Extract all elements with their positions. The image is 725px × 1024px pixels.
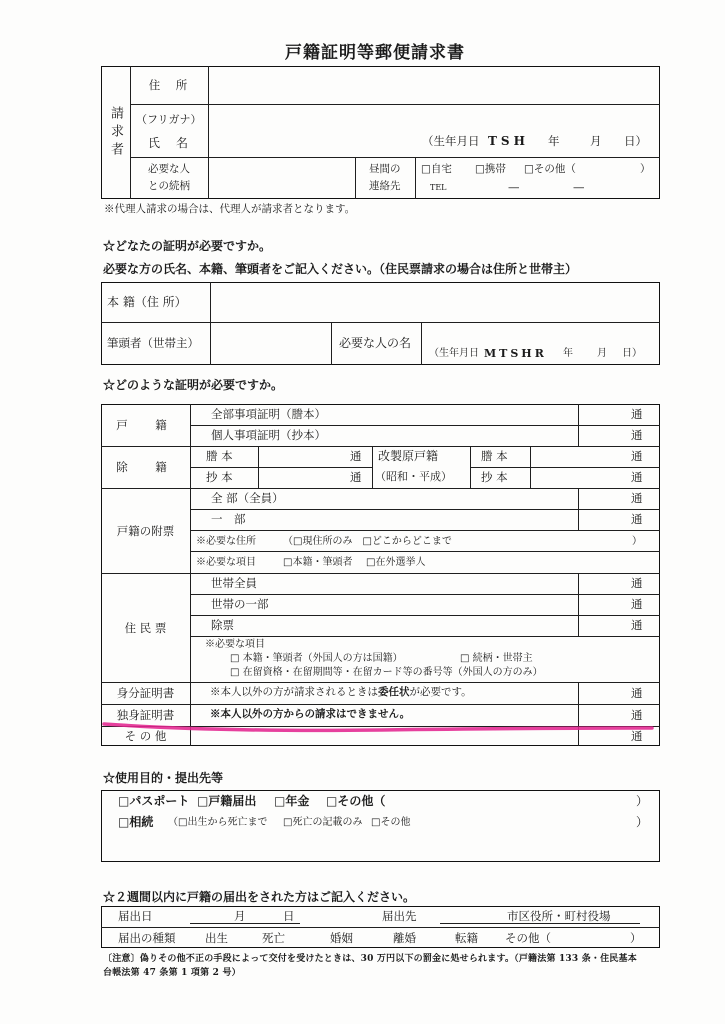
filing-type-transfer[interactable]: 転籍 xyxy=(455,931,478,945)
filing-day-label: 日 xyxy=(283,909,295,923)
unit-label: 通 xyxy=(631,618,643,632)
juminhyo-removed: 除票 xyxy=(211,618,234,632)
daytime-contact-label-line2: 連絡先 xyxy=(369,180,401,192)
joseki-tohon-item: 謄 本 xyxy=(206,449,233,463)
fuhyo-partial-item: 一 部 xyxy=(211,512,246,526)
fuhyo-address-note: ※必要な住所 xyxy=(196,536,256,547)
purpose-inheritance-checkbox[interactable]: □相続 xyxy=(118,815,154,829)
juminhyo-relation-checkbox[interactable]: □ 続柄・世帯主 xyxy=(460,653,533,664)
household-head-label: 筆頭者（世帯主） xyxy=(107,336,199,350)
grid-line xyxy=(372,446,373,488)
which-heading: ☆どのような証明が必要ですか。 xyxy=(103,378,284,392)
requester-dob-field[interactable] xyxy=(418,134,658,152)
juminhyo-household-all: 世帯全員 xyxy=(211,576,257,590)
name-field[interactable] xyxy=(209,105,414,156)
mibun-note-post: が必要です。 xyxy=(409,686,472,698)
tel-separator: — xyxy=(573,180,585,194)
caution-line1: 〔注意〕偽りその他不正の手段によって交付を受けたときは、30 万円以下の罰金に処せられます。（戸籍法第 133 条・住民基本 xyxy=(103,954,637,964)
fuhyo-all-item: 全 部（全員） xyxy=(211,491,284,505)
count-field[interactable] xyxy=(579,489,629,509)
filing-date-label: 届出日 xyxy=(118,909,153,923)
caution-line2: 台帳法第 47 条第 1 項第 2 号） xyxy=(103,968,241,978)
kaisei-era-options[interactable]: （昭和・平成） xyxy=(375,470,452,483)
dob-month-label: 月 xyxy=(597,348,607,359)
person-name-label: 必要な人の名 xyxy=(339,336,412,350)
contact-mobile-checkbox[interactable]: □携帯 xyxy=(475,163,506,175)
joseki-label: 除 籍 xyxy=(116,460,175,474)
dokushin-label: 独身証明書 xyxy=(116,708,175,722)
mibun-note-bold: 委任状 xyxy=(378,686,410,698)
fuhyo-items-note: ※必要な項目 xyxy=(196,557,256,568)
tel-separator: — xyxy=(508,180,520,194)
purpose-pension-checkbox[interactable]: □年金 xyxy=(274,794,310,808)
contact-other-close: ） xyxy=(640,163,651,175)
kaisei-shohon-item: 抄 本 xyxy=(481,470,508,484)
filing-month-label: 月 xyxy=(234,909,246,923)
filing-type-divorce[interactable]: 離婚 xyxy=(393,931,416,945)
koseki-full-item: 全部事項証明（謄本） xyxy=(211,407,326,421)
mibun-note xyxy=(210,686,472,699)
furigana-label: （フリガナ） xyxy=(136,113,202,126)
other-label: そ の 他 xyxy=(124,729,167,743)
unit-label: 通 xyxy=(631,686,643,700)
filing-type-label: 届出の種類 xyxy=(118,931,176,945)
count-field[interactable] xyxy=(579,426,629,446)
unit-label: 通 xyxy=(631,597,643,611)
purpose-koseki-filing-checkbox[interactable]: □戸籍届出 xyxy=(197,794,257,808)
grid-line xyxy=(355,157,356,199)
daytime-contact-label-line1: 昼間の xyxy=(369,163,401,175)
purpose-other-checkbox[interactable]: □その他（ xyxy=(326,794,386,808)
koseki-label: 戸 籍 xyxy=(116,418,175,432)
unit-label: 通 xyxy=(350,449,362,463)
household-head-field[interactable] xyxy=(211,323,330,364)
requester-label-text: 請求者 xyxy=(108,105,123,160)
dob-day-label: 日） xyxy=(622,348,642,359)
filing-destination-label: 届出先 xyxy=(382,909,417,923)
grid-line xyxy=(331,322,332,365)
grid-line xyxy=(190,404,191,746)
juminhyo-residence-status-checkbox[interactable]: □ 在留資格・在留期間等・在留カード等の番号等（外国人の方のみ） xyxy=(230,667,543,678)
count-field[interactable] xyxy=(259,468,347,488)
grid-line xyxy=(415,157,416,199)
filing-type-other[interactable]: その他（ xyxy=(505,931,551,945)
mibun-label: 身分証明書 xyxy=(116,686,175,700)
filing-type-marriage[interactable]: 婚姻 xyxy=(330,931,353,945)
grid-line xyxy=(470,446,471,488)
other-certificate-field[interactable] xyxy=(191,727,577,746)
relation-field[interactable] xyxy=(209,158,354,198)
dokushin-note: ※本人以外の方からの請求はできません。 xyxy=(210,708,411,720)
unit-label: 通 xyxy=(631,449,643,463)
filing-date-field[interactable] xyxy=(190,909,300,924)
count-field[interactable] xyxy=(579,510,629,530)
grid-line xyxy=(101,927,660,928)
address-label: 住 所 xyxy=(148,77,190,92)
inheritance-death-only-checkbox[interactable]: □死亡の記載のみ xyxy=(283,817,363,828)
person-name-field[interactable] xyxy=(422,323,659,347)
kaisei-koseki-label: 改製原戸籍 xyxy=(378,449,439,463)
count-field[interactable] xyxy=(579,727,629,746)
fuhyo-overseas-voter-checkbox[interactable]: □在外選挙人 xyxy=(366,557,426,568)
count-field[interactable] xyxy=(531,468,629,488)
purpose-passport-checkbox[interactable]: □パスポート xyxy=(118,794,190,808)
count-field[interactable] xyxy=(579,574,629,594)
requester-side-label xyxy=(101,66,130,199)
honseki-label: 本 籍（住 所） xyxy=(107,295,187,309)
filing-destination-field[interactable] xyxy=(440,909,640,924)
name-label: 氏 名 xyxy=(148,136,191,150)
whose-instruction: 必要な方の氏名、本籍、筆頭者をご記入ください。（住民票請求の場合は住所と世帯主） xyxy=(103,262,578,276)
address-field[interactable] xyxy=(209,67,659,103)
proxy-note: ※代理人請求の場合は、代理人が請求者となります。 xyxy=(104,203,356,215)
whose-heading: ☆どなたの証明が必要ですか。 xyxy=(103,239,272,253)
tel-label: TEL xyxy=(430,183,447,192)
joseki-shohon-item: 抄 本 xyxy=(206,470,233,484)
unit-label: 通 xyxy=(631,729,643,743)
count-field[interactable] xyxy=(579,595,629,615)
grid-line xyxy=(190,636,660,637)
unit-label: 通 xyxy=(631,576,643,590)
inheritance-close: ） xyxy=(636,815,649,829)
inheritance-birth-to-death-checkbox[interactable]: （□出生から死亡まで xyxy=(168,817,268,828)
relation-label-line2: との続柄 xyxy=(148,180,190,192)
filing-destination-office: 市区役所・町村役場 xyxy=(507,909,611,923)
date-underline xyxy=(190,923,300,924)
purpose-other-close: ） xyxy=(636,794,649,808)
juminhyo-items-note: ※必要な項目 xyxy=(205,639,265,650)
dob-open: （生年月日 xyxy=(422,134,480,148)
grid-line xyxy=(190,530,660,531)
count-field[interactable] xyxy=(531,447,629,467)
count-field[interactable] xyxy=(259,447,347,467)
destination-underline xyxy=(440,923,640,924)
unit-label: 通 xyxy=(631,428,643,442)
relation-label-line1: 必要な人 xyxy=(148,163,190,175)
dob-month-label: 月 xyxy=(590,134,602,148)
juminhyo-honseki-checkbox[interactable]: □ 本籍・筆頭者（外国人の方は国籍） xyxy=(230,653,403,664)
purpose-heading: ☆使用目的・提出先等 xyxy=(103,771,224,785)
count-field[interactable] xyxy=(579,405,629,425)
tel-field[interactable] xyxy=(418,180,658,197)
unit-label: 通 xyxy=(631,470,643,484)
dob-day-label: 日） xyxy=(624,134,647,148)
count-field[interactable] xyxy=(579,705,629,726)
count-field[interactable] xyxy=(579,616,629,636)
dob-year-label: 年 xyxy=(563,348,573,359)
fuhyo-address-close: ） xyxy=(632,536,642,547)
dob-era-options: MTSHR xyxy=(484,347,547,360)
dob-year-label: 年 xyxy=(548,134,560,148)
filing-type-birth[interactable]: 出生 xyxy=(205,931,228,945)
juminhyo-label: 住 民 票 xyxy=(124,620,167,635)
form-title: 戸籍証明等郵便請求書 xyxy=(285,43,465,63)
unit-label: 通 xyxy=(631,708,643,722)
dob-era-options: TSH xyxy=(488,134,529,148)
filing-type-close: ） xyxy=(630,931,642,945)
unit-label: 通 xyxy=(350,470,362,484)
koseki-individual-item: 個人事項証明（抄本） xyxy=(211,428,326,442)
contact-home-checkbox[interactable]: □自宅 xyxy=(421,163,452,175)
dob-open: （生年月日 xyxy=(429,348,479,359)
fuhyo-label: 戸籍の附票 xyxy=(116,523,175,538)
juminhyo-household-part: 世帯の一部 xyxy=(211,597,269,611)
grid-line xyxy=(190,551,660,552)
fuhyo-address-options[interactable]: （□現住所のみ □どこからどこまで xyxy=(283,536,452,547)
unit-label: 通 xyxy=(631,512,643,526)
honseki-field[interactable] xyxy=(211,283,659,321)
unit-label: 通 xyxy=(631,491,643,505)
inheritance-other-checkbox[interactable]: □その他 xyxy=(371,817,411,828)
person-dob-field[interactable] xyxy=(423,347,659,363)
unit-label: 通 xyxy=(631,407,643,421)
fuhyo-honseki-checkbox[interactable]: □本籍・筆頭者 xyxy=(283,557,353,568)
kaisei-tohon-item: 謄 本 xyxy=(481,449,508,463)
recent-filing-heading: ☆２週間以内に戸籍の届出をされた方はご記入ください。 xyxy=(103,890,416,904)
filing-type-death[interactable]: 死亡 xyxy=(262,931,285,945)
count-field[interactable] xyxy=(579,683,629,704)
contact-other-checkbox[interactable]: □その他（ xyxy=(524,163,576,175)
mibun-note-pre: ※本人以外の方が請求されるときは xyxy=(210,686,378,698)
